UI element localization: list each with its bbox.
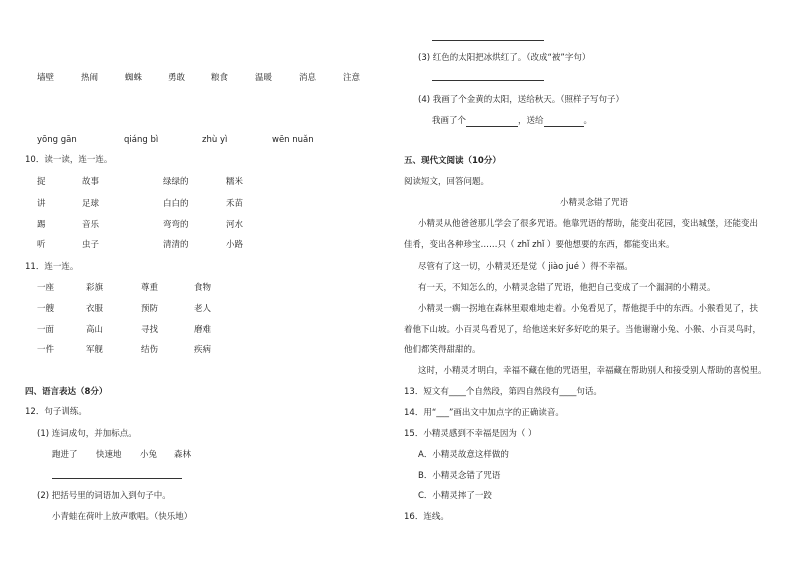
pinyin-1: yōng gān bbox=[37, 135, 77, 145]
q11-c2-1: 彩旗 bbox=[86, 283, 104, 293]
sub4-blank-2[interactable] bbox=[544, 117, 584, 127]
sub2-answer-line[interactable] bbox=[432, 40, 544, 41]
sub1-answer-line[interactable] bbox=[52, 478, 182, 479]
q11-c1-1: 一座 bbox=[37, 283, 55, 293]
section-5-heading: 五、现代文阅读（10分） bbox=[404, 156, 501, 166]
q11-c1-3: 一面 bbox=[37, 325, 55, 335]
q10-title: 10．读一读，连一连。 bbox=[25, 155, 113, 165]
q10-c1-4: 听 bbox=[37, 240, 46, 250]
word-2: 热闹 bbox=[81, 73, 99, 83]
q16: 16．连线。 bbox=[404, 512, 449, 522]
q11-c4-1: 食物 bbox=[194, 283, 212, 293]
q11-c3-3: 寻找 bbox=[141, 325, 159, 335]
word-5: 粮食 bbox=[211, 73, 229, 83]
q10-c2-4: 虫子 bbox=[82, 240, 100, 250]
q14: 14．用“___”画出文中加点字的正确读音。 bbox=[404, 408, 564, 418]
q11-c2-2: 衣服 bbox=[86, 304, 104, 314]
q12-sub2-sentence: 小青蛙在荷叶上放声歌唱。（快乐地） bbox=[52, 512, 193, 522]
q15: 15．小精灵感到不幸福是因为（ ） bbox=[404, 429, 537, 439]
reading-instruction: 阅读短文，回答问题。 bbox=[404, 177, 490, 187]
passage-p4c: 他们都笑得甜甜的。 bbox=[404, 345, 481, 355]
word-7: 消息 bbox=[299, 73, 317, 83]
q11-c1-4: 一件 bbox=[37, 345, 55, 355]
passage-p3: 有一天，不知怎么的，小精灵念错了咒语，他把自己变成了一个漏洞的小精灵。 bbox=[418, 283, 716, 293]
passage-p2: 尽管有了这一切，小精灵还是觉（ jiào jué ）得不幸福。 bbox=[418, 262, 633, 272]
word-8: 注意 bbox=[343, 73, 361, 83]
passage-title: 小精灵念错了咒语 bbox=[560, 198, 629, 208]
q12-sub4: (4) 我画了个金黄的太阳，送给秋天。（照样子写句子） bbox=[418, 95, 625, 105]
q11-c3-1: 尊重 bbox=[141, 283, 159, 293]
q12-title: 12．句子训练。 bbox=[25, 407, 87, 417]
sub1-word-1: 跑进了 bbox=[52, 450, 78, 460]
passage-p4b: 着他下山坡。小百灵鸟看见了，给他送来好多好吃的果子。当他谢谢小兔、小猴、小百灵鸟时， bbox=[404, 325, 762, 335]
q11-c2-3: 高山 bbox=[86, 325, 104, 335]
q10-c4-2: 禾苗 bbox=[226, 199, 244, 209]
q10-c3-3: 弯弯的 bbox=[163, 220, 189, 230]
q15-option-b[interactable]: B．小精灵念错了咒语 bbox=[418, 471, 501, 481]
section-4-heading: 四、语言表达（8分） bbox=[25, 387, 108, 397]
q12-sub4-template: 我画了个 ，送给 。 bbox=[432, 116, 593, 126]
q11-c4-2: 老人 bbox=[194, 304, 212, 314]
word-4: 勇敢 bbox=[168, 73, 186, 83]
q13: 13．短文有____个自然段，第四自然段有____句话。 bbox=[404, 387, 602, 397]
q10-c2-3: 音乐 bbox=[82, 220, 100, 230]
q10-c1-1: 捉 bbox=[37, 177, 46, 187]
q10-c3-4: 清清的 bbox=[163, 240, 189, 250]
q10-c4-4: 小路 bbox=[226, 240, 244, 250]
q11-c3-2: 预防 bbox=[141, 304, 159, 314]
q10-c3-2: 白白的 bbox=[163, 199, 189, 209]
sub3-answer-line[interactable] bbox=[432, 80, 544, 81]
q11-c1-2: 一艘 bbox=[37, 304, 55, 314]
q11-c4-3: 磨难 bbox=[194, 325, 212, 335]
word-3: 蜘蛛 bbox=[125, 73, 143, 83]
q10-c1-3: 踢 bbox=[37, 220, 46, 230]
sub1-word-2: 快速地 bbox=[96, 450, 122, 460]
q11-c4-4: 疾病 bbox=[194, 345, 212, 355]
q15-option-a[interactable]: A．小精灵故意这样做的 bbox=[418, 450, 509, 460]
word-6: 温暖 bbox=[255, 73, 273, 83]
pinyin-2: qiáng bì bbox=[124, 135, 159, 145]
q12-sub2: (2) 把括号里的词语加入到句子中。 bbox=[37, 491, 171, 501]
word-1: 墙壁 bbox=[37, 73, 55, 83]
q10-c2-1: 故事 bbox=[82, 177, 100, 187]
q12-sub3: (3) 红色的太阳把冰烘红了。（改成“被”字句） bbox=[418, 53, 591, 63]
q10-c1-2: 讲 bbox=[37, 199, 46, 209]
q10-c4-1: 糯米 bbox=[226, 177, 244, 187]
q10-c3-1: 绿绿的 bbox=[163, 177, 189, 187]
passage-p4a: 小精灵一瘸一拐地在森林里艰难地走着。小兔看见了，帮他提手中的东西。小猴看见了，扶 bbox=[418, 304, 759, 314]
sub4-blank-1[interactable] bbox=[466, 117, 518, 127]
q15-option-c[interactable]: C．小精灵摔了一跤 bbox=[418, 491, 492, 501]
pinyin-3: zhù yì bbox=[202, 135, 228, 145]
q11-title: 11．连一连。 bbox=[25, 262, 79, 272]
q10-c2-2: 足球 bbox=[82, 199, 100, 209]
q12-sub1: (1) 连词成句，并加标点。 bbox=[37, 429, 137, 439]
passage-p1b: 佳肴，变出各种珍宝……只（ zhǐ zhǐ ）要他想要的东西，都能变出来。 bbox=[404, 240, 675, 250]
passage-p1a: 小精灵从他爸爸那儿学会了很多咒语。他靠咒语的帮助，能变出花园，变出城堡，还能变出 bbox=[418, 219, 759, 229]
sub1-word-4: 森林 bbox=[174, 450, 192, 460]
q11-c3-4: 结伤 bbox=[141, 345, 159, 355]
sub1-word-3: 小兔 bbox=[140, 450, 158, 460]
q11-c2-4: 军舰 bbox=[86, 345, 104, 355]
q10-c4-3: 河水 bbox=[226, 220, 244, 230]
pinyin-4: wēn nuǎn bbox=[272, 135, 314, 145]
passage-p5: 这时，小精灵才明白，幸福不藏在他的咒语里，幸福藏在帮助别人和接受别人帮助的喜悦里。 bbox=[418, 366, 767, 376]
